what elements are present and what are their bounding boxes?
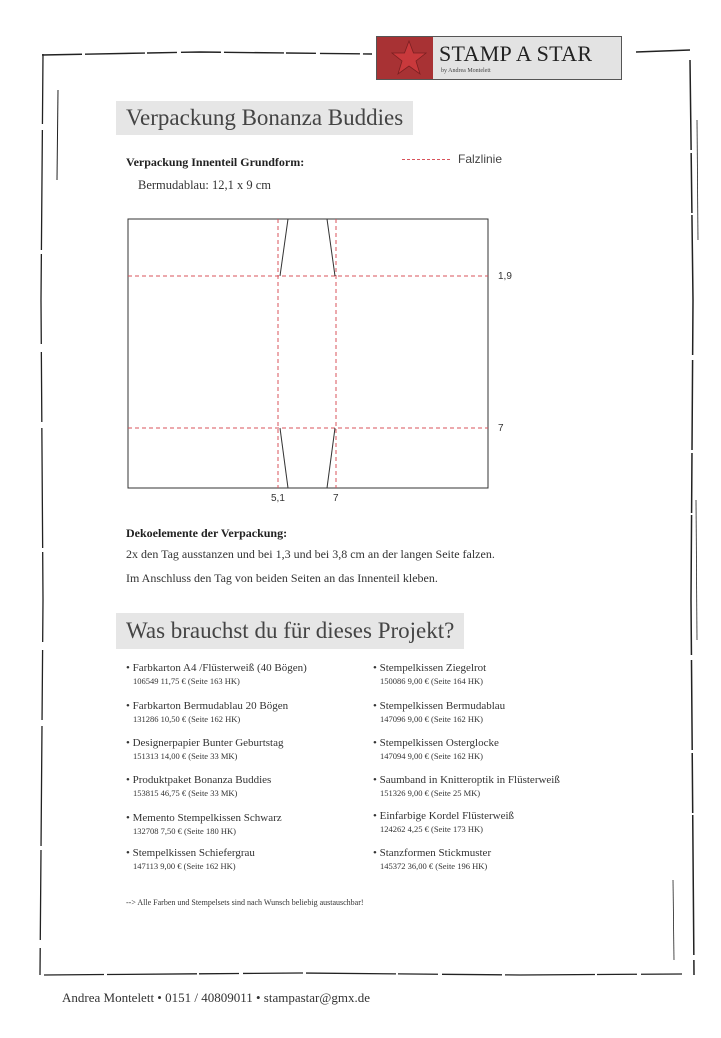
material-item: • Designerpapier Bunter Geburtstag 151313 14,00 € (Seite 33 MK) (126, 737, 284, 761)
page-title: Verpackung Bonanza Buddies (116, 101, 413, 135)
base-outline (128, 219, 488, 488)
template-diagram (120, 210, 512, 515)
fold-legend-line (402, 159, 450, 160)
material-item: • Memento Stempelkissen Schwarz 132708 7,50 € (Seite 180 HK) (126, 812, 282, 836)
material-item: • Saumband in Knitteroptik in Flüsterweiß 151326 9,00 € (Seite 25 MK) (373, 774, 560, 798)
material-item: • Stanzformen Stickmuster 145372 36,00 € (Seite 196 HK) (373, 847, 492, 871)
star-icon (391, 40, 427, 76)
material-item: • Farbkarton A4 /Flüsterweiß (40 Bögen) 106549 11,75 € (Seite 163 HK) (126, 662, 307, 686)
base-heading: Verpackung Innenteil Grundform: (126, 155, 305, 169)
mark-right-1: 1,9 (498, 271, 512, 282)
material-item: • Stempelkissen Bermudablau 147096 9,00 € (Seite 162 HK) (373, 700, 506, 724)
stamp-a-star-logo (376, 36, 622, 80)
material-item: • Einfarbige Kordel Flüsterweiß 124262 4,25 € (Seite 173 HK) (373, 810, 515, 834)
mark-bottom-2: 7 (333, 493, 339, 504)
materials-title: Was brauchst du für dieses Projekt? (116, 613, 464, 649)
mark-right-2: 7 (498, 423, 504, 434)
contact-footer: Andrea Montelett • 0151 / 40809011 • stampastar@gmx.de (62, 990, 370, 1005)
deco-line-2: Im Anschluss den Tag von beiden Seiten an das Innenteil kleben. (126, 571, 438, 585)
material-item: • Stempelkissen Schiefergrau 147113 9,00 € (Seite 162 HK) (126, 847, 255, 871)
mark-bottom-1: 5,1 (271, 493, 285, 504)
deco-line-1: 2x den Tag ausstanzen und bei 1,3 und bei 3,8 cm an der langen Seite falzen. (126, 547, 495, 561)
cut-lines (280, 219, 335, 488)
material-item: • Produktpaket Bonanza Buddies 153815 46,75 € (Seite 33 MK) (126, 774, 272, 798)
material-item: • Stempelkissen Osterglocke 147094 9,00 € (Seite 162 HK) (373, 737, 499, 761)
fold-lines (128, 219, 488, 488)
deco-heading: Dekoelemente der Verpackung: (126, 526, 288, 540)
material-item: • Farbkarton Bermudablau 20 Bögen 131286 10,50 € (Seite 162 HK) (126, 700, 289, 724)
logo-subtitle: by Andrea Montelett (441, 68, 491, 74)
material-item: • Stempelkissen Ziegelrot 150086 9,00 € (Seite 164 HK) (373, 662, 487, 686)
template-drawing (120, 210, 500, 510)
base-spec: Bermudablau: 12,1 x 9 cm (138, 178, 271, 192)
swap-note: --> Alle Farben und Stempelsets sind nach Wunsch beliebig austauschbar! (126, 898, 364, 907)
fold-legend-label: Falzlinie (458, 152, 503, 166)
logo-brand: STAMP A STAR (439, 41, 593, 66)
